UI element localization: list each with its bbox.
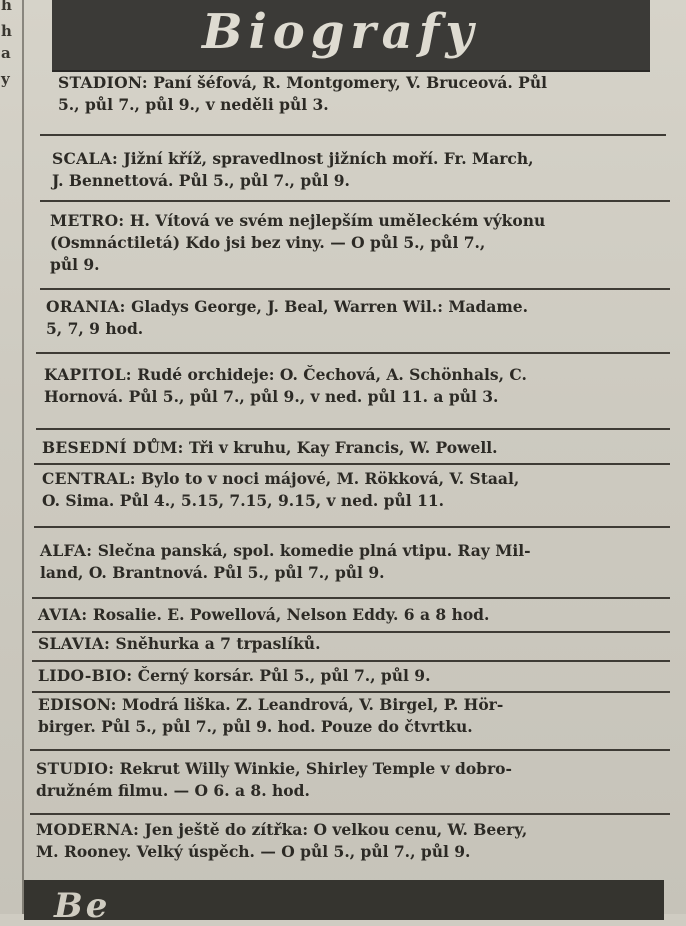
listing-text (38, 665, 666, 687)
cinema-name: SLAVIA: (38, 634, 111, 653)
listing-details: Tři v kruhu, Kay Francis, W. Powell. (189, 438, 498, 457)
margin-letter: a (1, 44, 11, 62)
next-section-title: Be (54, 886, 111, 926)
cinema-name: ORANIA: (46, 297, 126, 316)
listing-details: Bylo to v noci májové, M. Rökková, V. Staal, O. Sima. Půl 4., 5.15, 7.15, 9.15, v ned. půl 11. (42, 469, 520, 510)
cinema-name: LIDO-BIO: (38, 666, 133, 685)
listing-details: Rudé orchideje: O. Čechová, A. Schönhals, C. Hornová. Půl 5., půl 7., půl 9., v ned. půl 11. a půl 3. (44, 365, 527, 406)
cinema-listing-orania (0, 296, 686, 340)
cinema-listing-moderna (0, 819, 686, 863)
cinema-listing-edison (0, 694, 686, 738)
cinema-name: BESEDNÍ DŮM: (42, 438, 184, 457)
listing-details: Jen ještě do zítřka: O velkou cenu, W. Beery, M. Rooney. Velký úspěch. — O půl 5., půl 7., půl 9. (36, 820, 528, 861)
cinema-name: METRO: (50, 211, 125, 230)
cinema-listing-lido-bio (0, 665, 686, 687)
listing-text (38, 694, 666, 738)
separator-rule (36, 428, 670, 430)
margin-letter: h (1, 0, 12, 14)
cinema-listing-avia (0, 604, 686, 626)
margin-letter: y (1, 70, 10, 88)
cinema-listing-besedni-dum (0, 437, 686, 459)
listing-text (42, 437, 668, 459)
cinema-listing-studio (0, 758, 686, 802)
separator-rule (40, 134, 666, 136)
separator-rule (34, 526, 670, 528)
separator-rule (40, 288, 670, 290)
cinema-name: ALFA: (40, 541, 93, 560)
cinema-listing-stadion (0, 72, 686, 116)
listing-details: Modrá liška. Z. Leandrová, V. Birgel, P. Hör- birger. Půl 5., půl 7., půl 9. hod. Pouze do čtvrtku. (38, 695, 504, 736)
cinema-name: AVIA: (38, 605, 88, 624)
listing-details: Rekrut Willy Winkie, Shirley Temple v dobro- družném filmu. — O 6. a 8. hod. (36, 759, 512, 800)
listing-details: Slečna panská, spol. komedie plná vtipu. Ray Mil- land, O. Brantnová. Půl 5., půl 7., půl 9. (40, 541, 531, 582)
listing-details: Rosalie. E. Powellová, Nelson Eddy. 6 a 8 hod. (92, 605, 490, 624)
cinema-listing-kapitol (0, 364, 686, 408)
listing-details: Sněhurka a 7 trpaslíků. (115, 634, 321, 653)
margin-letter: h (1, 22, 12, 40)
separator-rule (30, 749, 670, 751)
listing-text (38, 604, 666, 626)
cinema-name: SCALA: (52, 149, 119, 168)
separator-rule (32, 660, 670, 662)
cinema-name: CENTRAL: (42, 469, 136, 488)
cinema-listing-scala (0, 148, 686, 192)
cinema-listing-alfa (0, 540, 686, 584)
listing-text (52, 148, 670, 192)
section-title: Biografy (202, 4, 480, 60)
next-section-banner (24, 880, 664, 926)
listing-text (50, 210, 670, 276)
separator-rule (32, 597, 670, 599)
listing-details: Gladys George, J. Beal, Warren Wil.: Madame. 5, 7, 9 hod. (46, 297, 529, 338)
separator-rule (30, 813, 670, 815)
separator-rule (36, 352, 670, 354)
cinema-listing-central (0, 468, 686, 512)
cinema-listing-slavia (0, 633, 686, 655)
listing-text (42, 468, 668, 512)
cinema-name: EDISON: (38, 695, 117, 714)
listing-text (44, 364, 670, 408)
listing-text (36, 819, 666, 863)
listing-text (58, 72, 668, 116)
listing-text (38, 633, 666, 655)
listing-details: Paní šéfová, R. Montgomery, V. Bruceová. Půl 5., půl 7., půl 9., v neděli půl 3. (58, 73, 547, 114)
cinema-name: KAPITOL: (44, 365, 132, 384)
listing-details: Jižní kříž, spravedlnost jižních moří. Fr. March, J. Bennettová. Půl 5., půl 7., půl 9. (52, 149, 534, 190)
cinema-listing-metro (0, 210, 686, 276)
listing-text (46, 296, 670, 340)
listing-details: Černý korsár. Půl 5., půl 7., půl 9. (137, 666, 431, 685)
separator-rule (32, 691, 670, 693)
listing-text (36, 758, 666, 802)
separator-rule (34, 463, 670, 465)
section-banner (52, 0, 650, 72)
listing-details: H. Vítová ve svém nejlepším uměleckém výkonu (Osmnáctiletá) Kdo jsi bez viny. — O půl 5., půl 7., půl 9. (50, 211, 546, 274)
cinema-name: STUDIO: (36, 759, 115, 778)
cinema-name: STADION: (58, 73, 148, 92)
separator-rule (40, 200, 670, 202)
cinema-name: MODERNA: (36, 820, 140, 839)
listing-text (40, 540, 668, 584)
